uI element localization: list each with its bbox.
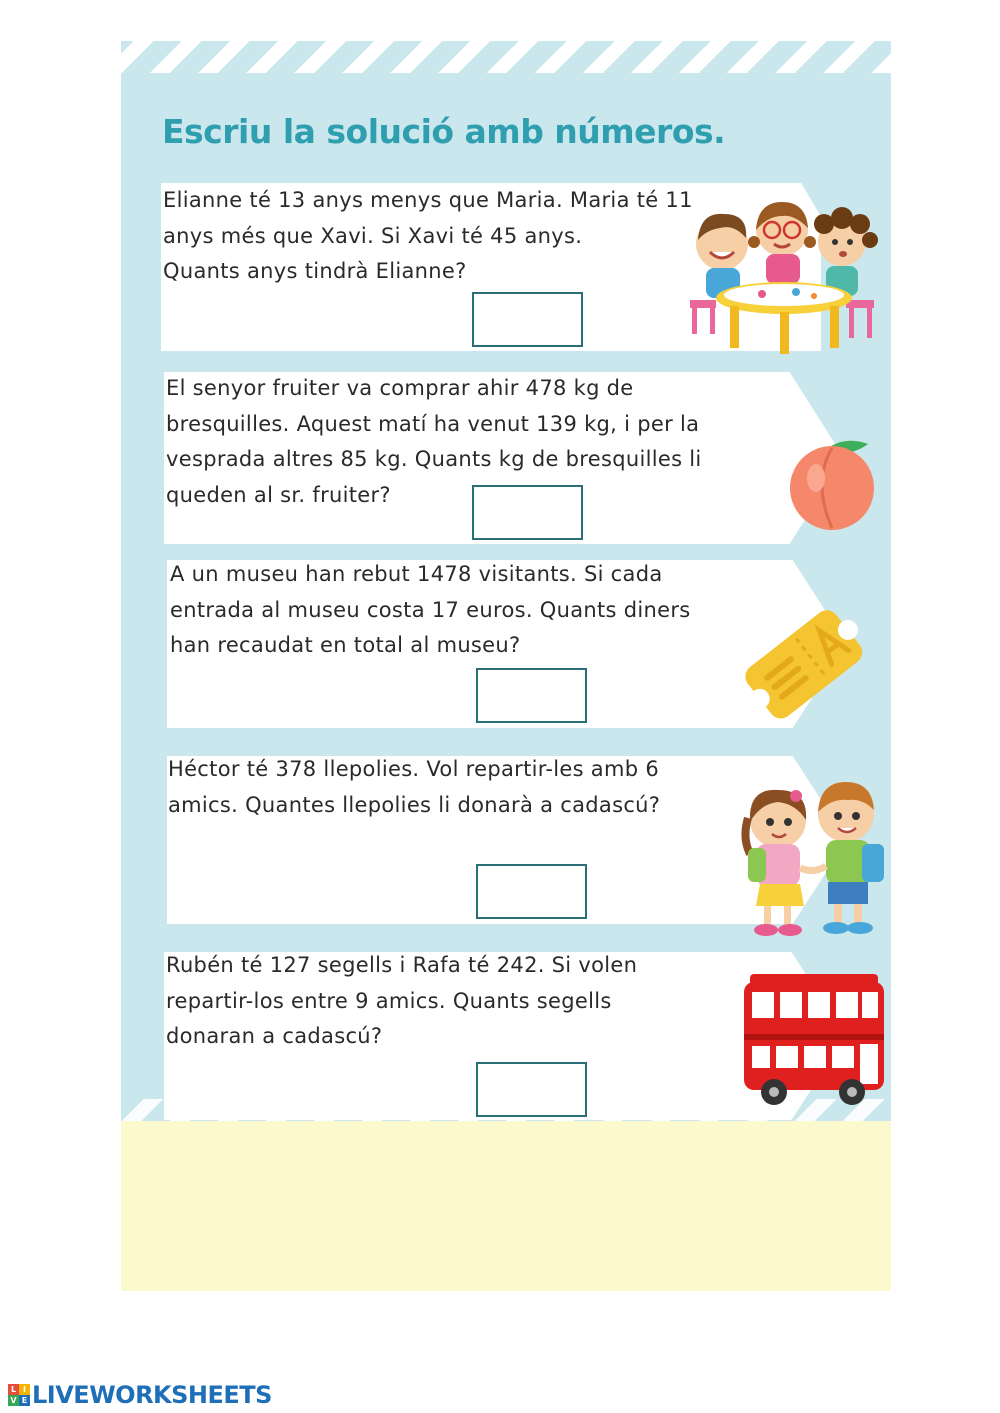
liveworksheets-logo-icon (8, 1384, 30, 1406)
ticket-illustration (734, 604, 872, 726)
question-1-line-1: Elianne té 13 anys menys que Maria. Maria té 11 (163, 188, 693, 212)
question-2-line-3: vesprada altres 85 kg. Quants kg de bresquilles li (166, 447, 702, 471)
answer-input-1[interactable] (472, 292, 583, 347)
logo-letter-i: I (19, 1384, 30, 1395)
question-2-line-4: queden al sr. fruiter? (166, 482, 391, 507)
worksheet-footer-panel (121, 1121, 891, 1291)
brand-name: LIVEWORKSHEETS (32, 1381, 272, 1409)
striped-top-border (121, 41, 891, 73)
question-4-line-1: Héctor té 378 llepolies. Vol repartir-les amb 6 (168, 757, 659, 781)
question-5-line-1: Rubén té 127 segells i Rafa té 242. Si volen (166, 953, 638, 977)
worksheet-title: Escriu la solució amb números. (162, 112, 726, 151)
question-5-line-2: repartir-los entre 9 amics. Quants segells (166, 988, 612, 1013)
question-3-text (170, 557, 691, 664)
question-1-text (163, 183, 693, 290)
question-1-line-2: anys més que Xavi. Si Xavi té 45 anys. (163, 223, 583, 248)
answer-input-5[interactable] (476, 1062, 587, 1117)
question-1-line-3: Quants anys tindrà Elianne? (163, 259, 467, 283)
question-5-line-3: donaran a cadascú? (166, 1024, 383, 1048)
question-2-line-2: bresquilles. Aquest matí ha venut 139 kg, i per la (166, 411, 700, 436)
question-3-line-1: A un museu han rebut 1478 visitants. Si cada (170, 562, 663, 586)
red-bus-illustration (740, 970, 888, 1108)
question-3-line-2: entrada al museu costa 17 euros. Quants diners (170, 597, 691, 622)
answer-input-3[interactable] (476, 668, 587, 723)
question-3-line-3: han recaudat en total al museu? (170, 633, 521, 657)
question-2-line-1: El senyor fruiter va comprar ahir 478 kg de (166, 376, 634, 400)
logo-letter-v: V (8, 1395, 19, 1406)
question-4-line-2: amics. Quantes llepolies li donarà a cadascú? (168, 792, 661, 817)
liveworksheets-brand[interactable] (8, 1381, 272, 1409)
question-4-text (168, 752, 660, 823)
question-2-text (166, 371, 702, 513)
answer-input-2[interactable] (472, 485, 583, 540)
logo-letter-e: E (19, 1395, 30, 1406)
kids-with-backpacks-illustration (738, 778, 892, 944)
logo-letter-l: L (8, 1384, 19, 1395)
children-at-table-illustration (684, 196, 884, 358)
answer-input-4[interactable] (476, 864, 587, 919)
question-5-text (166, 948, 637, 1055)
peach-illustration (784, 432, 884, 530)
